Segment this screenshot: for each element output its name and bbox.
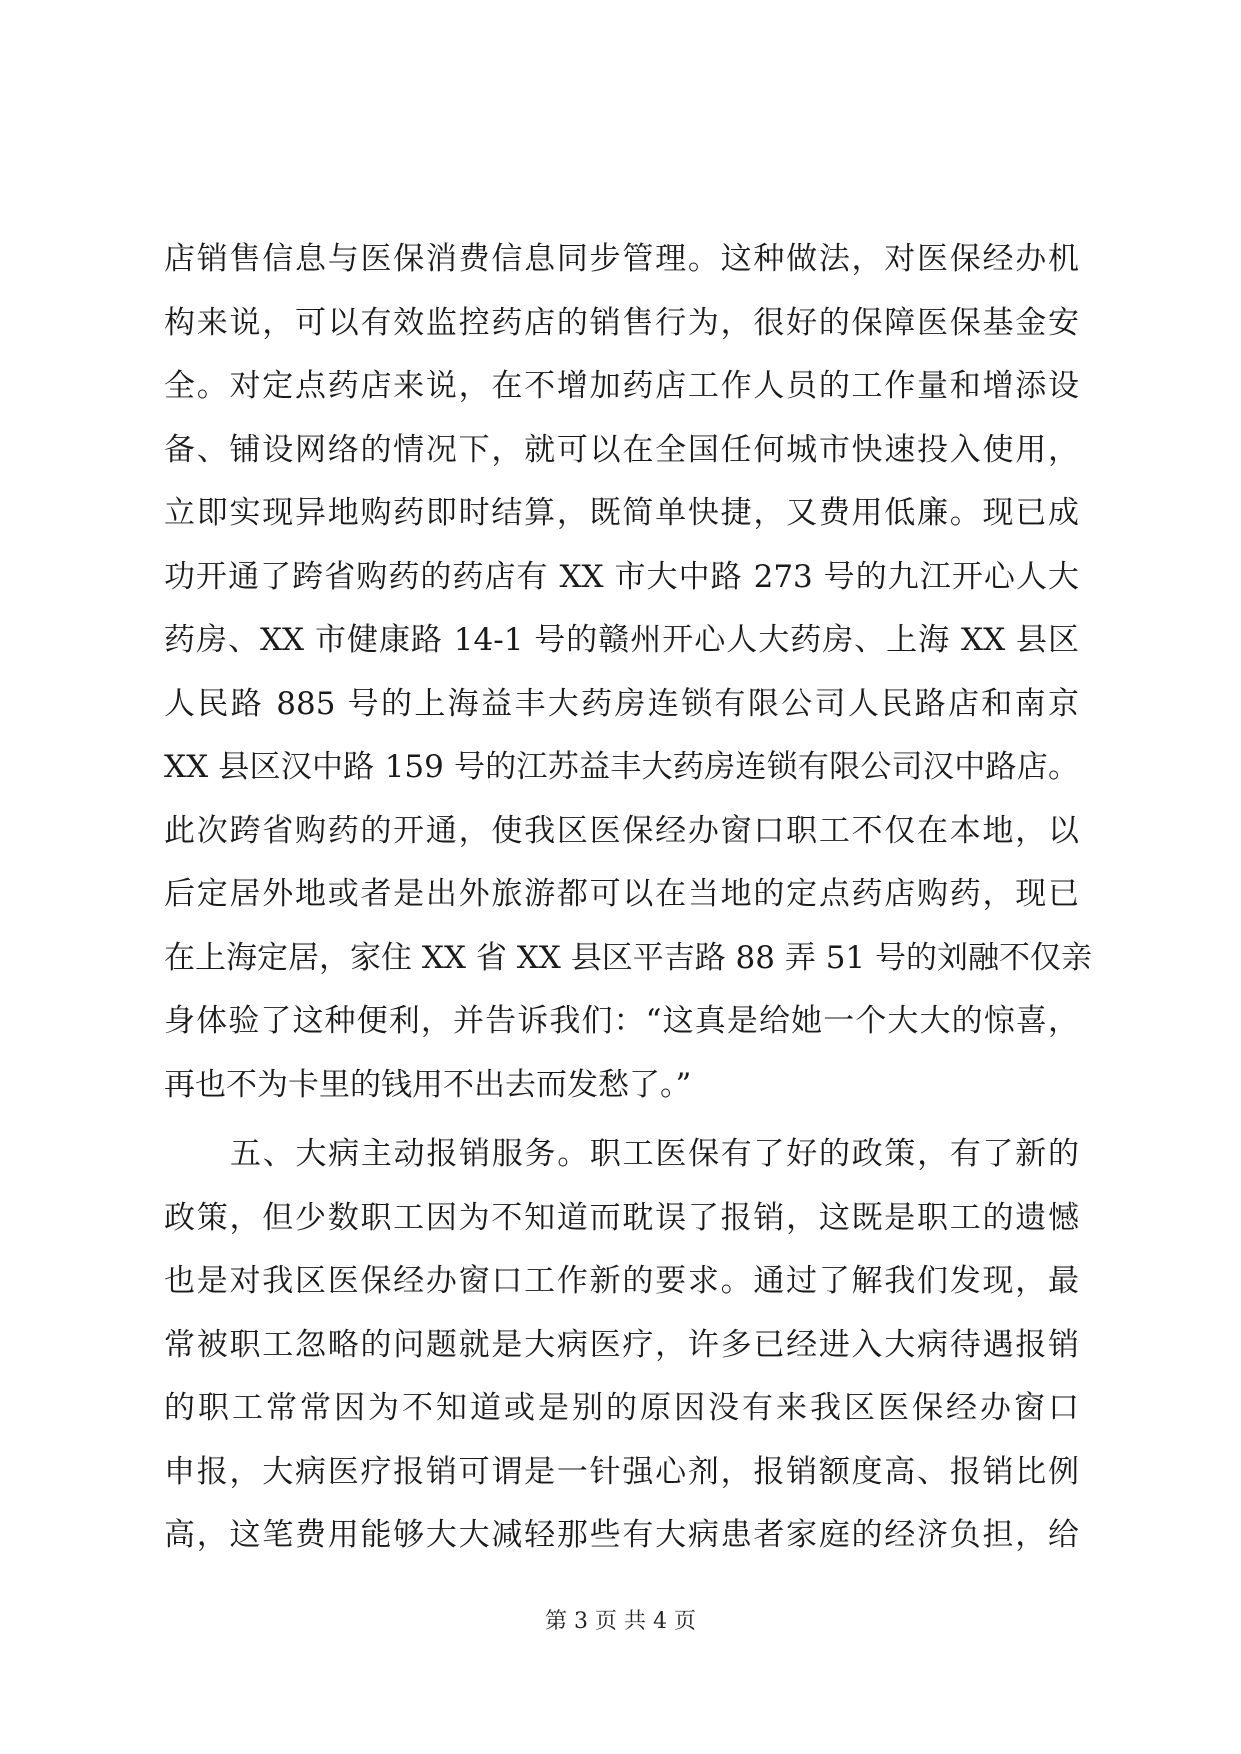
text-line: 在上海定居，家住 XX 省 XX 县区平吉路 88 弄 51 号的刘融不仅亲 xyxy=(164,939,1092,976)
text-line: 申报，大病医疗报销可谓是一针强心剂，报销额度高、报销比例 xyxy=(164,1453,1079,1490)
text-line-last: 再也不为卡里的钱用不出去而发愁了。” xyxy=(164,1066,692,1103)
paragraph-2 xyxy=(164,1123,1079,1568)
text-line: 药房、XX 市健康路 14-1 号的赣州开心人大药房、上海 XX 县区 xyxy=(164,622,1079,658)
text-line: 也是对我区医保经办窗口工作新的要求。通过了解我们发现，最 xyxy=(164,1263,1079,1299)
text-line: 常被职工忽略的问题就是大病医疗，许多已经进入大病待遇报销 xyxy=(164,1326,1079,1363)
text-line: 店销售信息与医保消费信息同步管理。这种做法，对医保经办机 xyxy=(164,241,1079,277)
text-line: 的职工常常因为不知道或是别的原因没有来我区医保经办窗口 xyxy=(164,1390,1079,1426)
text-line: 政策，但少数职工因为不知道而耽误了报销，这既是职工的遗憾 xyxy=(164,1199,1079,1236)
document-body xyxy=(164,228,1092,1568)
paragraph-1 xyxy=(164,228,1092,1117)
text-line: 身体验了这种便利，并告诉我们：“这真是给她一个大大的惊喜， xyxy=(164,1003,1079,1039)
text-line: 人民路 885 号的上海益丰大药房连锁有限公司人民路店和南京 xyxy=(164,685,1079,722)
text-line: 此次跨省购药的开通，使我区医保经办窗口职工不仅在本地，以 xyxy=(164,812,1079,849)
text-line: 立即实现异地购药即时结算，既简单快捷，又费用低廉。现已成 xyxy=(164,495,1079,531)
text-line: 功开通了跨省购药的药店有 XX 市大中路 273 号的九江开心人大 xyxy=(164,558,1079,595)
text-line: XX 县区汉中路 159 号的江苏益丰大药房连锁有限公司汉中路店。 xyxy=(164,749,1079,785)
text-line-indented: 五、大病主动报销服务。职工医保有了好的政策，有了新的 xyxy=(230,1136,1079,1172)
page-number-footer: 第 3 页 共 4 页 xyxy=(545,1609,696,1634)
text-line: 备、铺设网络的情况下，就可以在全国任何城市快速投入使用， xyxy=(164,431,1079,468)
text-line: 高，这笔费用能够大大减轻那些有大病患者家庭的经济负担，给 xyxy=(164,1517,1079,1553)
text-line: 全。对定点药店来说，在不增加药店工作人员的工作量和增添设 xyxy=(164,368,1079,404)
text-line: 后定居外地或者是出外旅游都可以在当地的定点药店购药，现已 xyxy=(164,876,1079,912)
text-line: 构来说，可以有效监控药店的销售行为，很好的保障医保基金安 xyxy=(164,304,1079,341)
